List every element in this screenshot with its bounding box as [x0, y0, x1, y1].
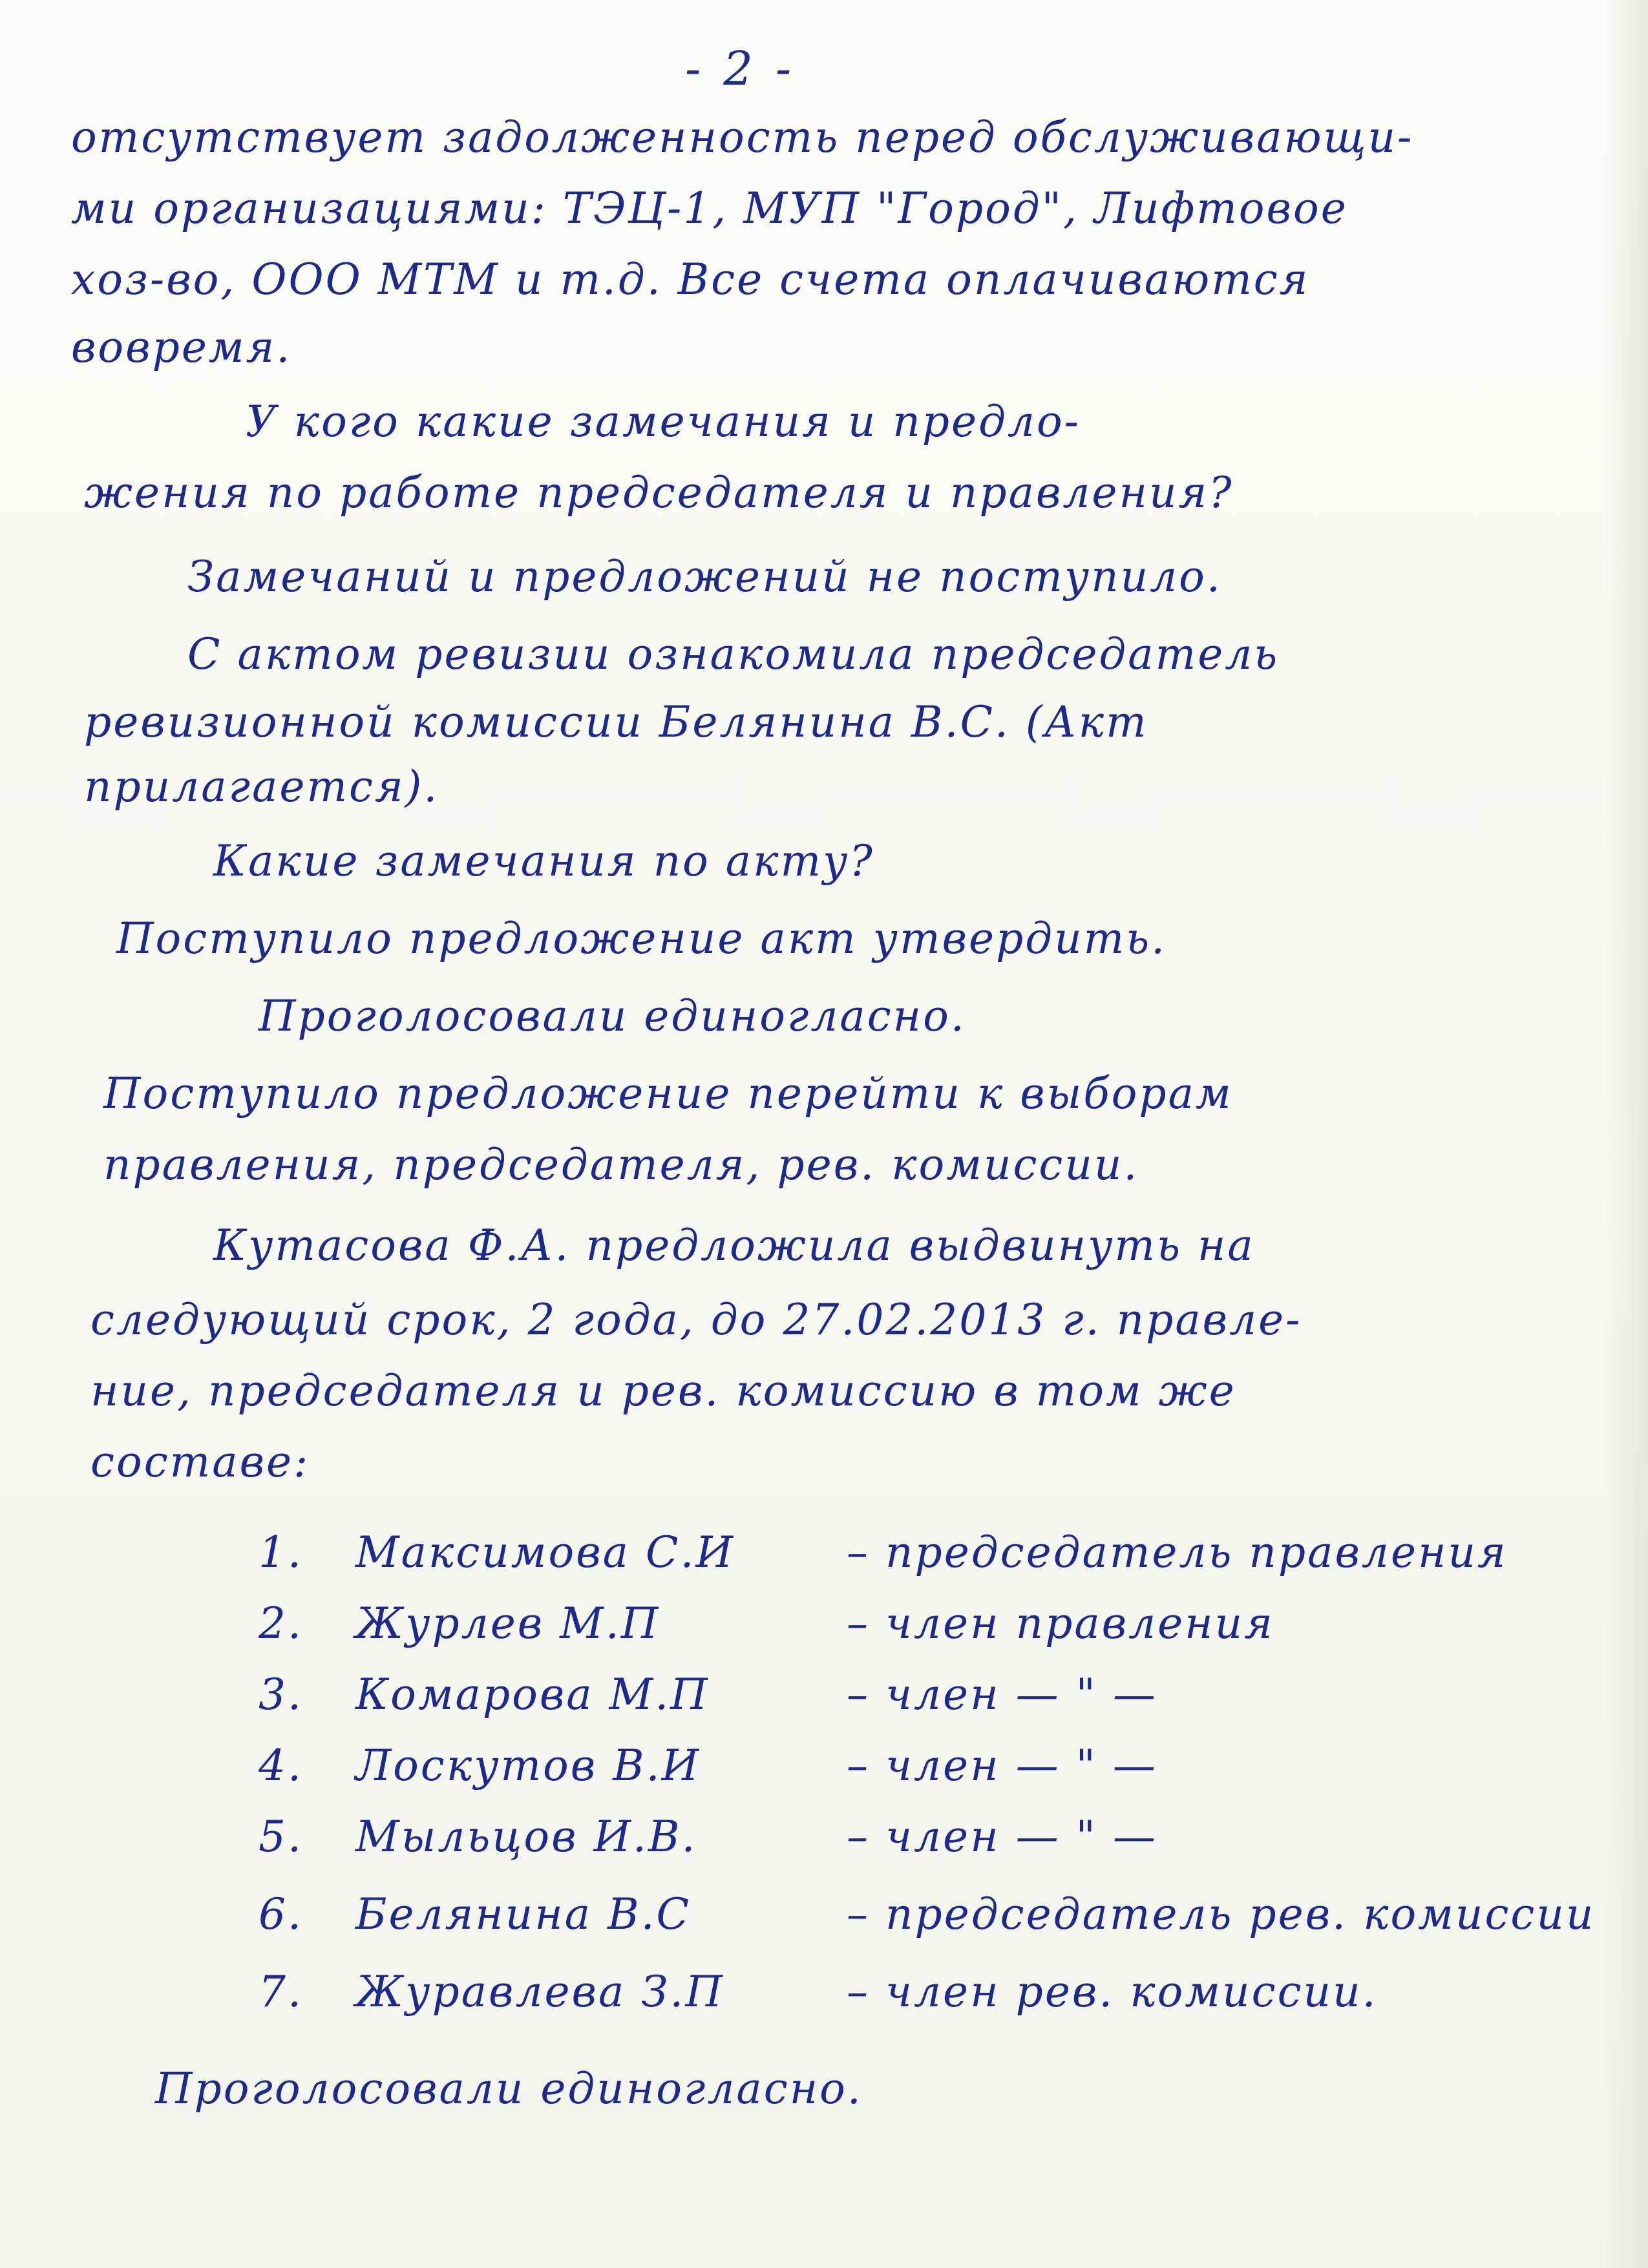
- text-line: Замечаний и предложений не поступило.: [187, 552, 1222, 602]
- text-line: Поступило предложение перейти к выборам: [103, 1069, 1233, 1118]
- member-name: Мыльцов И.В.: [355, 1812, 697, 1862]
- text-line: хоз-во, ООО МТМ и т.д. Все счета оплачиваются: [71, 255, 1310, 304]
- list-item: [259, 1967, 724, 2017]
- list-item-number: 7.: [259, 1967, 303, 2017]
- member-role: – председатель правления: [847, 1528, 1508, 1577]
- text-line: Поступило предложение акт утвердить.: [116, 914, 1167, 963]
- text-line: ревизионной комиссии Белянина В.С. (Акт: [84, 697, 1148, 747]
- closing-line: Проголосовали единогласно.: [155, 2064, 863, 2114]
- list-item: [259, 1599, 660, 1648]
- text-line: ние, председателя и рев. комиссию в том же: [90, 1366, 1236, 1416]
- text-line: ми организациями: ТЭЦ-1, МУП "Город", Лифтовое: [71, 184, 1348, 233]
- member-name: Журавлева З.П: [355, 1967, 724, 2017]
- page-number: - 2 -: [685, 41, 796, 96]
- text-line: жения по работе председателя и правления?: [84, 468, 1234, 518]
- text-line: Проголосовали единогласно.: [259, 991, 966, 1041]
- member-name: Лоскутов В.И: [355, 1741, 701, 1790]
- list-item: [259, 1528, 735, 1577]
- list-item-number: 5.: [259, 1812, 303, 1862]
- member-name: Максимова С.И: [355, 1528, 735, 1577]
- text-line: отсутствует задолженность перед обслуживающи-: [71, 112, 1414, 162]
- text-line: У кого какие замечания и предло-: [246, 397, 1081, 446]
- member-role: – член — " —: [847, 1741, 1157, 1790]
- member-role: – председатель рев. комиссии: [847, 1889, 1596, 1939]
- list-item: [259, 1889, 692, 1939]
- text-line: Кутасова Ф.А. предложила выдвинуть на: [213, 1221, 1255, 1270]
- list-item: [259, 1812, 697, 1862]
- member-name: Комарова М.П: [355, 1670, 710, 1719]
- list-item-number: 2.: [259, 1599, 303, 1648]
- text-line: Какие замечания по акту?: [213, 836, 874, 886]
- list-item-number: 6.: [259, 1889, 303, 1939]
- list-item-number: 1.: [259, 1528, 303, 1577]
- member-name: Журлев М.П: [355, 1599, 660, 1648]
- text-line: С актом ревизии ознакомила председатель: [187, 629, 1280, 679]
- scan-edge: [1603, 0, 1648, 2268]
- text-line: следующий срок, 2 года, до 27.02.2013 г. правле-: [90, 1295, 1302, 1345]
- member-role: – член — " —: [847, 1670, 1157, 1719]
- member-role: – член — " —: [847, 1812, 1157, 1862]
- text-line: прилагается).: [84, 762, 439, 812]
- member-name: Белянина В.С: [355, 1889, 692, 1939]
- list-item: [259, 1670, 710, 1719]
- text-line: составе:: [90, 1437, 310, 1487]
- text-line: правления, председателя, рев. комиссии.: [103, 1140, 1139, 1190]
- member-role: – член рев. комиссии.: [847, 1967, 1378, 2017]
- list-item-number: 3.: [259, 1670, 303, 1719]
- list-item-number: 4.: [259, 1741, 303, 1790]
- list-item: [259, 1741, 701, 1790]
- text-line: вовремя.: [71, 322, 292, 372]
- member-role: – член правления: [847, 1599, 1274, 1648]
